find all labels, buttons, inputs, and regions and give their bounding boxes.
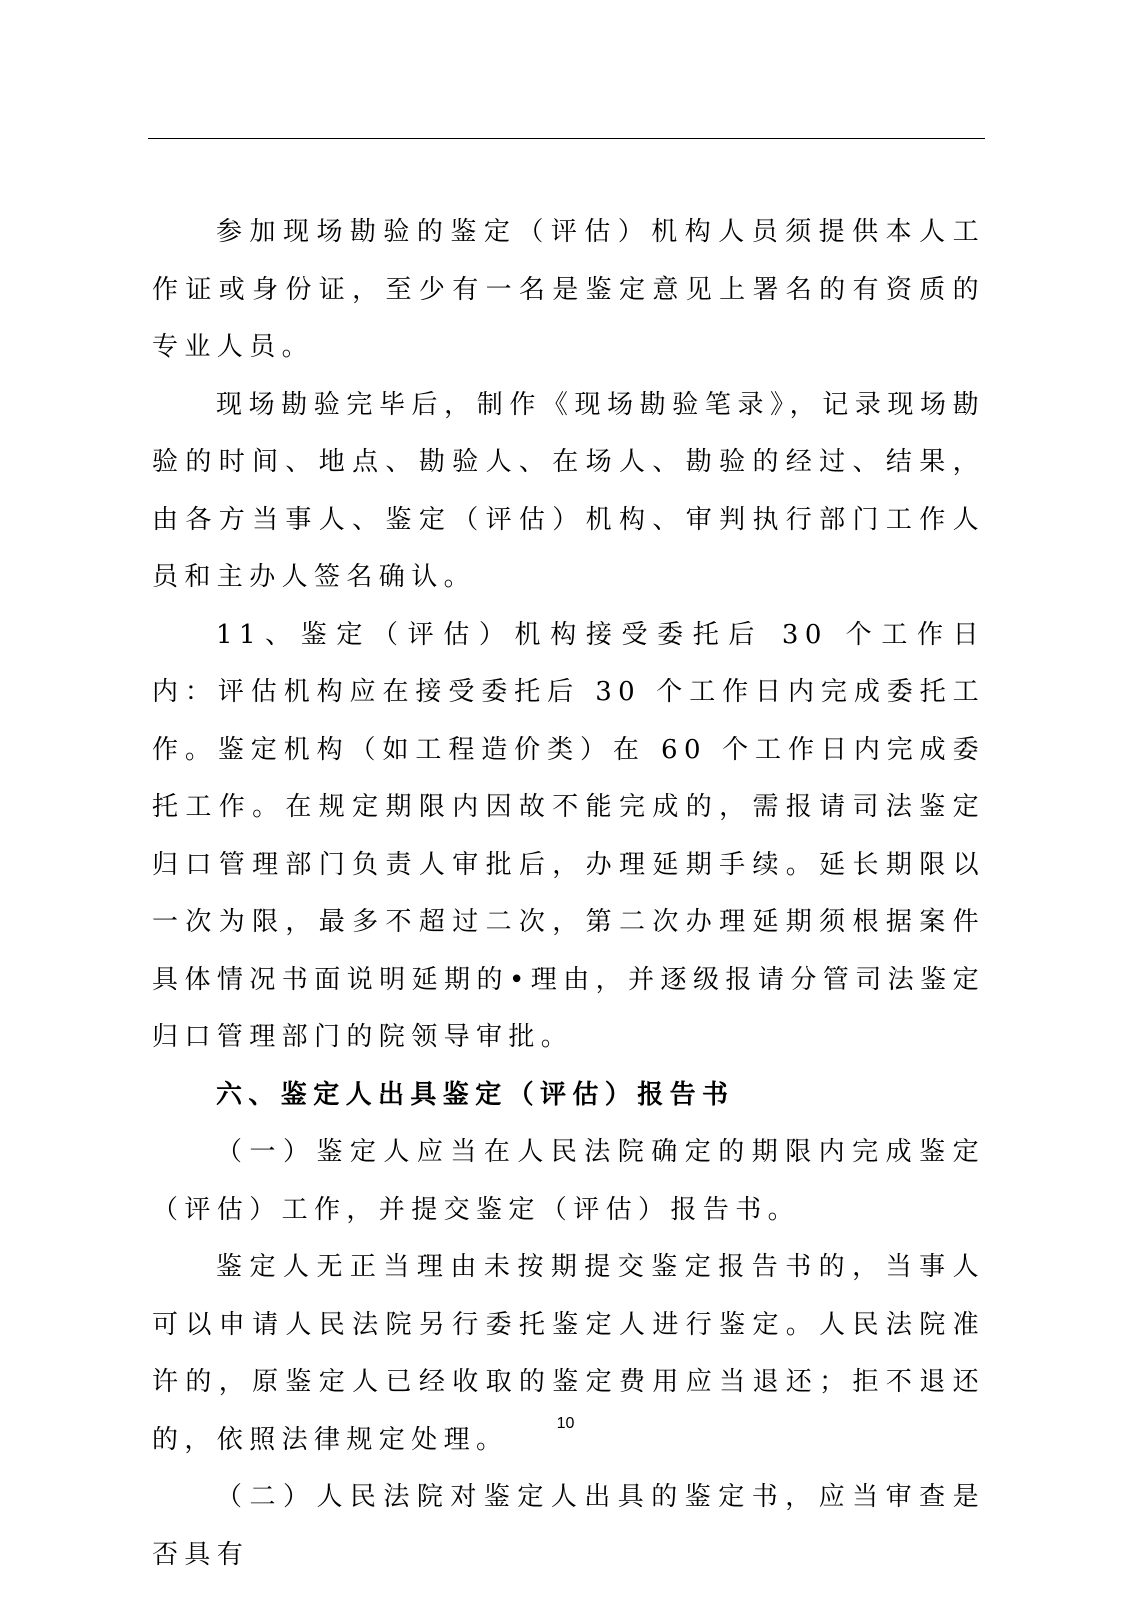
paragraph-sub-two: （二）人民法院对鉴定人出具的鉴定书，应当审查是否具有	[152, 1482, 985, 1570]
paragraph-site-survey-personnel: 参加现场勘验的鉴定（评估）机构人员须提供本人工作证或身份证，至少有一名是鉴定意见上署名的有资质的专业人员。	[152, 217, 985, 362]
paragraph-item-11-deadline: 11、鉴定（评估）机构接受委托后 30 个工作日内：评估机构应在接受委托后 30 个工作日内完成委托工作。鉴定机构（如工程造价类）在 60 个工作日内完成委托工作。在规定期限内因故不能完成的，需报请司法鉴定归口管理部门负责人审批后，办理延期手续。延长期限以一次为限，最多不超过二次，第二次办理延期须根据案件具体情况书面说明延期的•理由，并逐级报请分管司法鉴定归口管理部门的院领导审批。	[152, 619, 985, 1052]
paragraph-survey-record: 现场勘验完毕后，制作《现场勘验笔录》，记录现场勘验的时间、地点、勘验人、在场人、勘验的经过、结果，由各方当事人、鉴定（评估）机构、审判执行部门工作人员和主办人签名确认。	[152, 389, 985, 592]
page-number: 10	[556, 1415, 575, 1432]
document-body	[152, 204, 985, 1584]
section-heading-six: 六、鉴定人出具鉴定（评估）报告书	[216, 1079, 735, 1110]
paragraph-sub-one: （一）鉴定人应当在人民法院确定的期限内完成鉴定（评估）工作，并提交鉴定（评估）报告书。	[152, 1137, 985, 1225]
header-rule	[148, 138, 985, 139]
paragraph-late-report: 鉴定人无正当理由未按期提交鉴定报告书的，当事人可以申请人民法院另行委托鉴定人进行鉴定。人民法院准许的，原鉴定人已经收取的鉴定费用应当退还；拒不退还的，依照法律规定处理。	[152, 1252, 985, 1455]
